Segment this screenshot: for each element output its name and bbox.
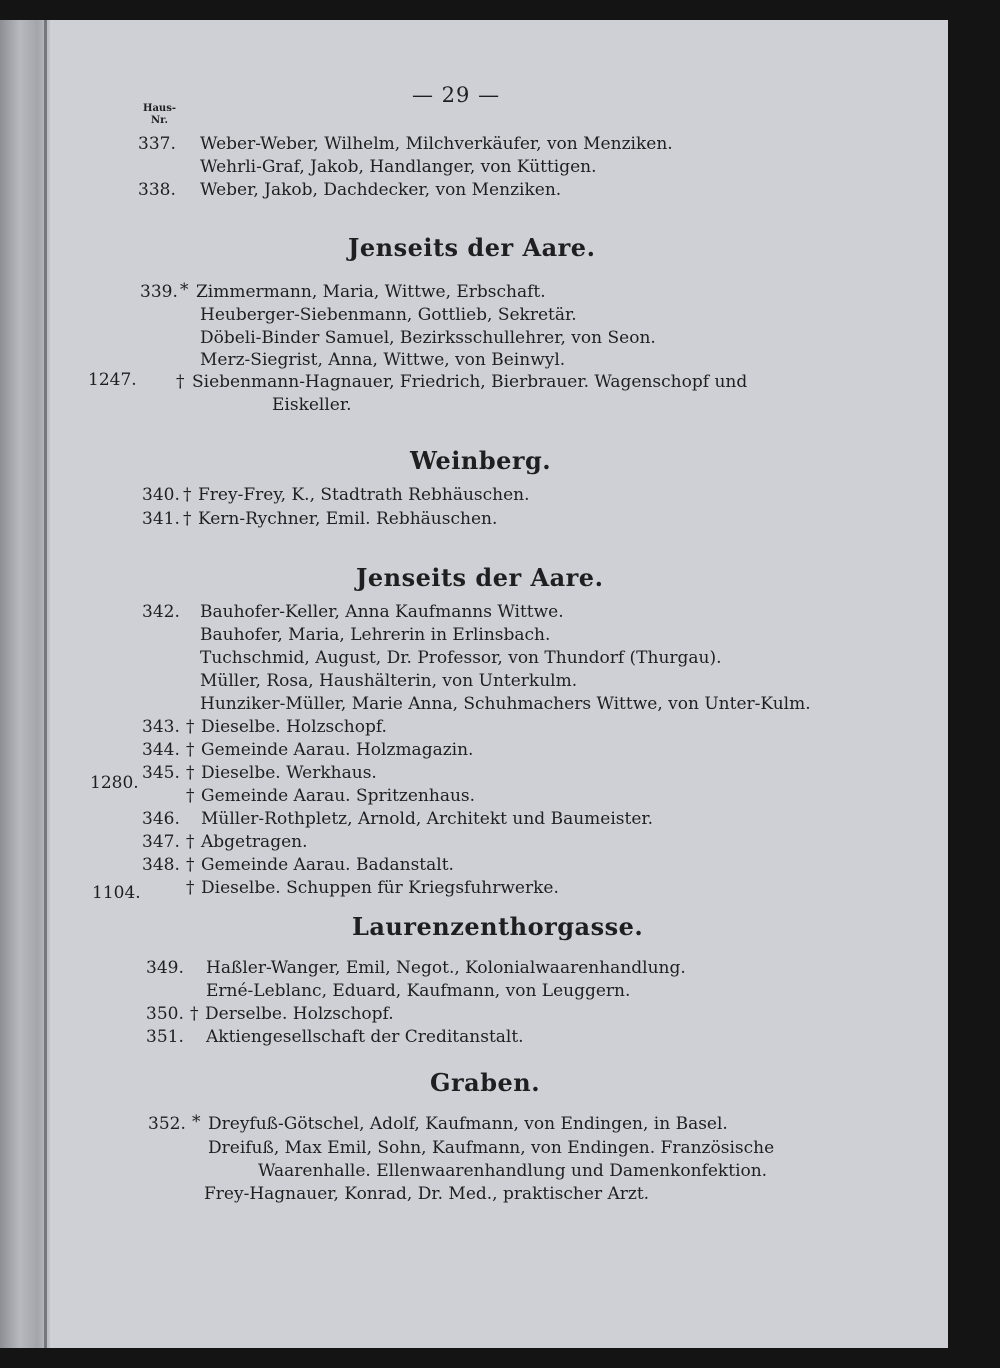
column-header-line2: Nr. — [151, 115, 168, 126]
entry-text: Abgetragen. — [201, 832, 308, 852]
entry-text: Dreifuß, Max Emil, Sohn, Kaufmann, von Endingen. Französische — [208, 1138, 775, 1158]
entry-number: 339. — [140, 282, 178, 302]
entry-text: Bauhofer-Keller, Anna Kaufmanns Wittwe. — [200, 602, 564, 622]
entry-text: Gemeinde Aarau. Holzmagazin. — [201, 740, 474, 760]
entry-text: Wehrli-Graf, Jakob, Handlanger, von Küttigen. — [200, 157, 597, 177]
entry-text: Derselbe. Holzschopf. — [205, 1004, 394, 1024]
entry-number: 344. — [142, 740, 180, 760]
entry-text: Hunziker-Müller, Marie Anna, Schuhmachers Wittwe, von Unter-Kulm. — [200, 694, 811, 714]
entry-number: 340. — [142, 485, 180, 505]
entry-text: Dieselbe. Schuppen für Kriegsfuhrwerke. — [201, 878, 559, 898]
entry-number: 346. — [142, 809, 180, 829]
section-heading: Weinberg. — [410, 446, 552, 475]
entry-text: Eiskeller. — [272, 395, 352, 415]
entry-number: 352. — [148, 1114, 186, 1134]
section-heading: Laurenzenthorgasse. — [352, 912, 644, 941]
column-header — [143, 103, 176, 127]
entry-mark: † — [186, 786, 195, 806]
entry-mark: † — [183, 485, 192, 505]
entry-text: Aktiengesellschaft der Creditanstalt. — [206, 1027, 524, 1047]
entry-text: Frey-Hagnauer, Konrad, Dr. Med., praktischer Arzt. — [204, 1184, 650, 1204]
entry-text: Frey-Frey, K., Stadtrath Rebhäuschen. — [198, 485, 530, 505]
entry-number: 345. — [142, 763, 180, 783]
gutter-line — [44, 20, 47, 1348]
entry-mark: † — [190, 1004, 199, 1024]
entry-text: Zimmermann, Maria, Wittwe, Erbschaft. — [196, 282, 546, 302]
entry-text: Heuberger-Siebenmann, Gottlieb, Sekretär. — [200, 305, 577, 325]
entry-text: Siebenmann-Hagnauer, Friedrich, Bierbrauer. Wagenschopf und — [192, 372, 748, 392]
section-heading: Graben. — [430, 1068, 541, 1097]
entry-mark: † — [186, 740, 195, 760]
margin-reference: 1280. — [90, 773, 139, 793]
entry-mark: † — [176, 372, 185, 392]
entry-mark: † — [186, 855, 195, 875]
entry-text: Müller, Rosa, Haushälterin, von Unterkulm. — [200, 671, 578, 691]
entry-text: Erné-Leblanc, Eduard, Kaufmann, von Leuggern. — [206, 981, 631, 1001]
book-gutter — [0, 20, 50, 1348]
entry-text: Döbeli-Binder Samuel, Bezirksschullehrer, von Seon. — [200, 328, 656, 348]
entry-text: Waarenhalle. Ellenwaarenhandlung und Damenkonfektion. — [258, 1161, 768, 1181]
entry-number: 343. — [142, 717, 180, 737]
entry-mark: † — [186, 878, 195, 898]
entry-number: 338. — [138, 180, 176, 200]
entry-number: 351. — [146, 1027, 184, 1047]
entry-text: Bauhofer, Maria, Lehrerin in Erlinsbach. — [200, 625, 551, 645]
entry-text: Haßler-Wanger, Emil, Negot., Kolonialwaarenhandlung. — [206, 958, 686, 978]
entry-text: Müller-Rothpletz, Arnold, Architekt und Baumeister. — [201, 809, 654, 829]
entry-text: Dieselbe. Holzschopf. — [201, 717, 387, 737]
entry-text: Tuchschmid, August, Dr. Professor, von Thundorf (Thurgau). — [200, 648, 722, 668]
entry-number: 348. — [142, 855, 180, 875]
entry-text: Merz-Siegrist, Anna, Wittwe, von Beinwyl. — [200, 350, 566, 370]
section-heading: Jenseits der Aare. — [356, 563, 604, 592]
entry-mark: † — [183, 509, 192, 529]
column-header-line1: Haus- — [143, 103, 176, 114]
entry-number: 342. — [142, 602, 180, 622]
entry-number: 347. — [142, 832, 180, 852]
margin-reference: 1247. — [88, 370, 137, 390]
entry-number: 337. — [138, 134, 176, 154]
entry-text: Dieselbe. Werkhaus. — [201, 763, 377, 783]
entry-text: Weber, Jakob, Dachdecker, von Menziken. — [200, 180, 562, 200]
entry-text: Gemeinde Aarau. Spritzenhaus. — [201, 786, 476, 806]
entry-number: 349. — [146, 958, 184, 978]
entry-mark: * — [192, 1112, 201, 1132]
section-heading: Jenseits der Aare. — [348, 233, 596, 262]
entry-text: Dreyfuß-Götschel, Adolf, Kaufmann, von Endingen, in Basel. — [208, 1114, 728, 1134]
entry-text: Kern-Rychner, Emil. Rebhäuschen. — [198, 509, 498, 529]
entry-mark: † — [186, 832, 195, 852]
margin-reference: 1104. — [92, 883, 141, 903]
page-number: — 29 — — [412, 83, 501, 107]
entry-mark: * — [180, 280, 189, 300]
entry-mark: † — [186, 717, 195, 737]
entry-number: 341. — [142, 509, 180, 529]
entry-mark: † — [186, 763, 195, 783]
entry-number: 350. — [146, 1004, 184, 1024]
entry-text: Gemeinde Aarau. Badanstalt. — [201, 855, 454, 875]
entry-text: Weber-Weber, Wilhelm, Milchverkäufer, von Menziken. — [200, 134, 673, 154]
